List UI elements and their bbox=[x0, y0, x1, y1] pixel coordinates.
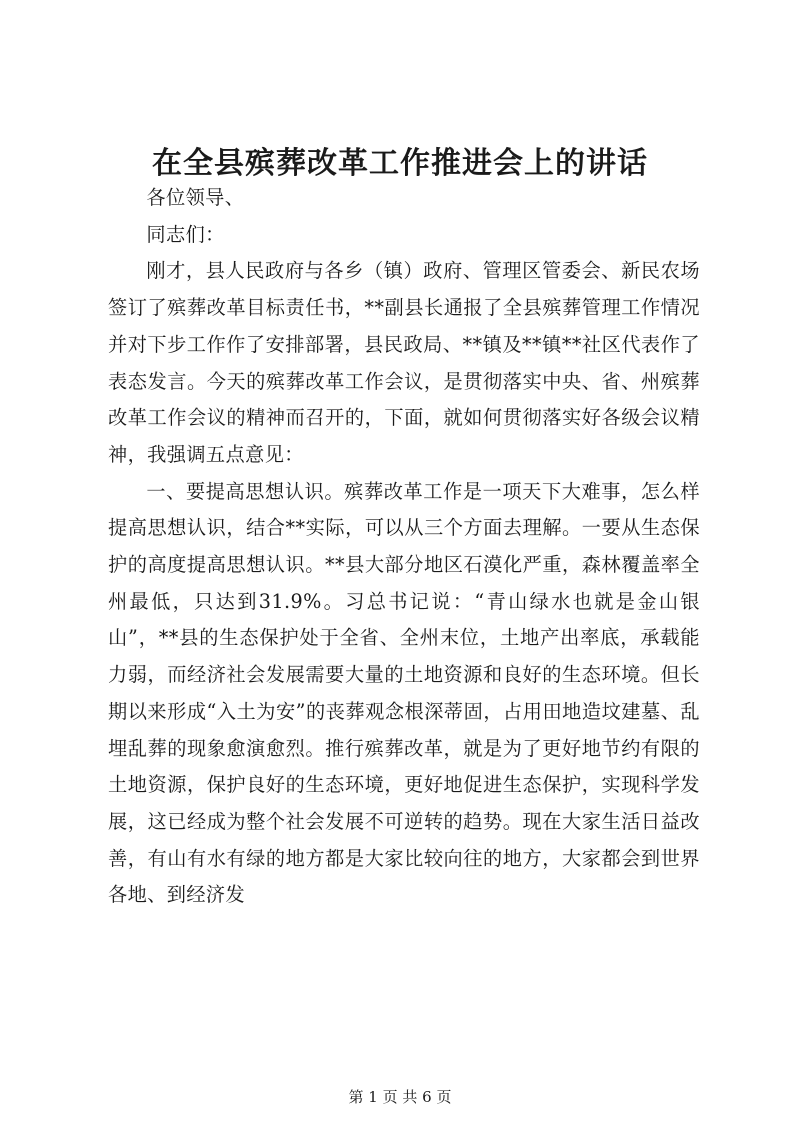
document-title: 在全县殡葬改革工作推进会上的讲话 bbox=[152, 146, 648, 181]
page-footer: 第 1 页 共 6 页 bbox=[348, 1088, 452, 1106]
document-body bbox=[108, 180, 700, 914]
body-paragraph: 一、要提高思想认识。殡葬改革工作是一项天下大难事，怎么样提高思想认识，结合**实际，可以从三个方面去理解。一要从生态保护的高度提高思想认识。**县大部分地区石漠化严重，森林覆盖率全州最低，只达到31.9%。习总书记说：“青山绿水也就是金山银山”，**县的生态保护处于全省、全州末位，土地产出率底，承载能力弱，而经济社会发展需要大量的土地资源和良好的生态环境。但长期以来形成“入土为安”的丧葬观念根深蒂固，占用田地造坟建墓、乱埋乱葬的现象愈演愈烈。推行殡葬改革，就是为了更好地节约有限的土地资源，保护良好的生态环境，更好地促进生态保护，实现科学发展，这已经成为整个社会发展不可逆转的趋势。现在大家生活日益改善，有山有水有绿的地方都是大家比较向往的地方，大家都会到世界各地、到经济发 bbox=[108, 479, 700, 907]
salutation-line: 同志们： bbox=[146, 222, 225, 246]
body-paragraph: 刚才，县人民政府与各乡（镇）政府、管理区管委会、新民农场签订了殡葬改革目标责任书，**副县长通报了全县殡葬管理工作情况并对下步工作作了安排部署，县民政局、**镇及**镇**社区代表作了表态发言。今天的殡葬改革工作会议，是贯彻落实中央、省、州殡葬改革工作会议的精神而召开的，下面，就如何贯彻落实好各级会议精神，我强调五点意见： bbox=[108, 259, 700, 466]
salutation-line: 各位领导、 bbox=[146, 186, 245, 209]
